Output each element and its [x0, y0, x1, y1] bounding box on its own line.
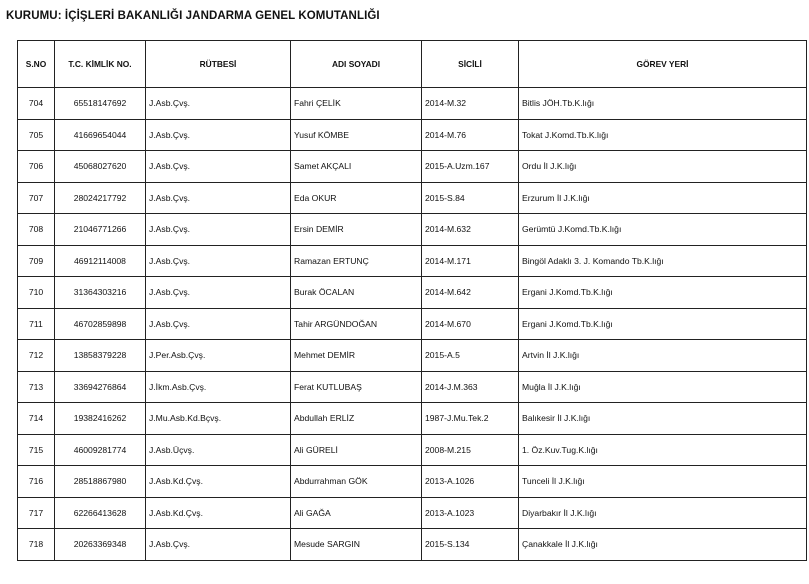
- cell-gorev-yeri: Çanakkale İl J.K.lığı: [519, 529, 807, 561]
- table-row: [18, 340, 807, 372]
- cell-adi-soyadi: Tahir ARGÜNDOĞAN: [291, 308, 422, 340]
- cell-rutbesi: J.Asb.Çvş.: [146, 529, 291, 561]
- cell-sno: 707: [18, 182, 55, 214]
- cell-tc-kimlik-no: 33694276864: [55, 371, 146, 403]
- table-row: [18, 371, 807, 403]
- header-tc-kimlik-no: T.C. KİMLİK NO.: [55, 41, 146, 88]
- cell-rutbesi: J.Asb.Çvş.: [146, 277, 291, 309]
- cell-rutbesi: J.Asb.Çvş.: [146, 214, 291, 246]
- cell-sicili: 2014-M.670: [422, 308, 519, 340]
- table-row: [18, 529, 807, 561]
- cell-tc-kimlik-no: 28024217792: [55, 182, 146, 214]
- cell-gorev-yeri: 1. Öz.Kuv.Tug.K.lığı: [519, 434, 807, 466]
- table-row: [18, 245, 807, 277]
- cell-gorev-yeri: Balıkesir İl J.K.lığı: [519, 403, 807, 435]
- cell-adi-soyadi: Abdurrahman GÖK: [291, 466, 422, 498]
- cell-adi-soyadi: Yusuf KÖMBE: [291, 119, 422, 151]
- cell-rutbesi: J.Per.Asb.Çvş.: [146, 340, 291, 372]
- cell-tc-kimlik-no: 21046771266: [55, 214, 146, 246]
- cell-adi-soyadi: Ersin DEMİR: [291, 214, 422, 246]
- personnel-table: [17, 40, 807, 561]
- table-row: [18, 277, 807, 309]
- cell-rutbesi: J.Asb.Çvş.: [146, 151, 291, 183]
- cell-gorev-yeri: Bingöl Adaklı 3. J. Komando Tb.K.lığı: [519, 245, 807, 277]
- table-header-row: [18, 41, 807, 88]
- cell-tc-kimlik-no: 19382416262: [55, 403, 146, 435]
- cell-adi-soyadi: Ali GÜRELİ: [291, 434, 422, 466]
- cell-sicili: 2008-M.215: [422, 434, 519, 466]
- cell-rutbesi: J.Asb.Çvş.: [146, 182, 291, 214]
- table-body: [18, 88, 807, 561]
- cell-tc-kimlik-no: 45068027620: [55, 151, 146, 183]
- cell-sicili: 2014-M.632: [422, 214, 519, 246]
- cell-rutbesi: J.İkm.Asb.Çvş.: [146, 371, 291, 403]
- cell-sicili: 2015-A.Uzm.167: [422, 151, 519, 183]
- cell-sicili: 2014-M.76: [422, 119, 519, 151]
- table-row: [18, 308, 807, 340]
- cell-sno: 710: [18, 277, 55, 309]
- cell-gorev-yeri: Tokat J.Komd.Tb.K.lığı: [519, 119, 807, 151]
- cell-gorev-yeri: Artvin İl J.K.lığı: [519, 340, 807, 372]
- cell-tc-kimlik-no: 46912114008: [55, 245, 146, 277]
- document-title: KURUMU: İÇİŞLERİ BAKANLIĞI JANDARMA GENEL KOMUTANLIĞI: [6, 10, 380, 22]
- table-row: [18, 434, 807, 466]
- cell-tc-kimlik-no: 46702859898: [55, 308, 146, 340]
- cell-sno: 715: [18, 434, 55, 466]
- cell-adi-soyadi: Mehmet DEMİR: [291, 340, 422, 372]
- cell-sicili: 2014-M.32: [422, 88, 519, 120]
- cell-adi-soyadi: Ramazan ERTUNÇ: [291, 245, 422, 277]
- cell-sno: 712: [18, 340, 55, 372]
- cell-tc-kimlik-no: 13858379228: [55, 340, 146, 372]
- cell-gorev-yeri: Erzurum İl J.K.lığı: [519, 182, 807, 214]
- cell-rutbesi: J.Asb.Kd.Çvş.: [146, 466, 291, 498]
- table-row: [18, 119, 807, 151]
- cell-sicili: 2015-S.84: [422, 182, 519, 214]
- cell-gorev-yeri: Muğla İl J.K.lığı: [519, 371, 807, 403]
- cell-gorev-yeri: Diyarbakır İl J.K.lığı: [519, 497, 807, 529]
- cell-sno: 717: [18, 497, 55, 529]
- cell-rutbesi: J.Asb.Çvş.: [146, 245, 291, 277]
- table-row: [18, 182, 807, 214]
- table-row: [18, 151, 807, 183]
- header-sicili: SİCİLİ: [422, 41, 519, 88]
- cell-sno: 709: [18, 245, 55, 277]
- table-row: [18, 497, 807, 529]
- table-row: [18, 88, 807, 120]
- cell-sicili: 2013-A.1026: [422, 466, 519, 498]
- cell-rutbesi: J.Asb.Çvş.: [146, 88, 291, 120]
- cell-adi-soyadi: Fahri ÇELİK: [291, 88, 422, 120]
- cell-tc-kimlik-no: 28518867980: [55, 466, 146, 498]
- cell-rutbesi: J.Asb.Üçvş.: [146, 434, 291, 466]
- cell-sicili: 2015-A.5: [422, 340, 519, 372]
- cell-adi-soyadi: Eda OKUR: [291, 182, 422, 214]
- cell-sno: 704: [18, 88, 55, 120]
- cell-gorev-yeri: Ergani J.Komd.Tb.K.lığı: [519, 277, 807, 309]
- cell-sicili: 2014-M.642: [422, 277, 519, 309]
- header-sno: S.NO: [18, 41, 55, 88]
- cell-adi-soyadi: Mesude SARGIN: [291, 529, 422, 561]
- cell-adi-soyadi: Ferat KUTLUBAŞ: [291, 371, 422, 403]
- cell-sno: 708: [18, 214, 55, 246]
- cell-tc-kimlik-no: 20263369348: [55, 529, 146, 561]
- cell-sicili: 2014-M.171: [422, 245, 519, 277]
- cell-rutbesi: J.Asb.Kd.Çvş.: [146, 497, 291, 529]
- cell-sicili: 2015-S.134: [422, 529, 519, 561]
- cell-sicili: 2014-J.M.363: [422, 371, 519, 403]
- cell-sno: 716: [18, 466, 55, 498]
- cell-adi-soyadi: Ali GAĞA: [291, 497, 422, 529]
- cell-gorev-yeri: Gerümtü J.Komd.Tb.K.lığı: [519, 214, 807, 246]
- header-gorev-yeri: GÖREV YERİ: [519, 41, 807, 88]
- cell-sno: 714: [18, 403, 55, 435]
- cell-sno: 705: [18, 119, 55, 151]
- table-row: [18, 466, 807, 498]
- cell-gorev-yeri: Bitlis JÖH.Tb.K.lığı: [519, 88, 807, 120]
- cell-sno: 713: [18, 371, 55, 403]
- cell-sno: 718: [18, 529, 55, 561]
- header-adi-soyadi: ADI SOYADI: [291, 41, 422, 88]
- cell-sicili: 1987-J.Mu.Tek.2: [422, 403, 519, 435]
- cell-tc-kimlik-no: 46009281774: [55, 434, 146, 466]
- cell-gorev-yeri: Tunceli İl J.K.lığı: [519, 466, 807, 498]
- cell-sno: 706: [18, 151, 55, 183]
- cell-rutbesi: J.Mu.Asb.Kd.Bçvş.: [146, 403, 291, 435]
- cell-tc-kimlik-no: 65518147692: [55, 88, 146, 120]
- cell-sicili: 2013-A.1023: [422, 497, 519, 529]
- cell-adi-soyadi: Burak ÖCALAN: [291, 277, 422, 309]
- cell-rutbesi: J.Asb.Çvş.: [146, 308, 291, 340]
- cell-adi-soyadi: Samet AKÇALI: [291, 151, 422, 183]
- cell-adi-soyadi: Abdullah ERLİZ: [291, 403, 422, 435]
- cell-gorev-yeri: Ordu İl J.K.lığı: [519, 151, 807, 183]
- cell-tc-kimlik-no: 62266413628: [55, 497, 146, 529]
- cell-rutbesi: J.Asb.Çvş.: [146, 119, 291, 151]
- cell-tc-kimlik-no: 31364303216: [55, 277, 146, 309]
- table-row: [18, 403, 807, 435]
- header-rutbesi: RÜTBESİ: [146, 41, 291, 88]
- table-row: [18, 214, 807, 246]
- cell-gorev-yeri: Ergani J.Komd.Tb.K.lığı: [519, 308, 807, 340]
- cell-tc-kimlik-no: 41669654044: [55, 119, 146, 151]
- cell-sno: 711: [18, 308, 55, 340]
